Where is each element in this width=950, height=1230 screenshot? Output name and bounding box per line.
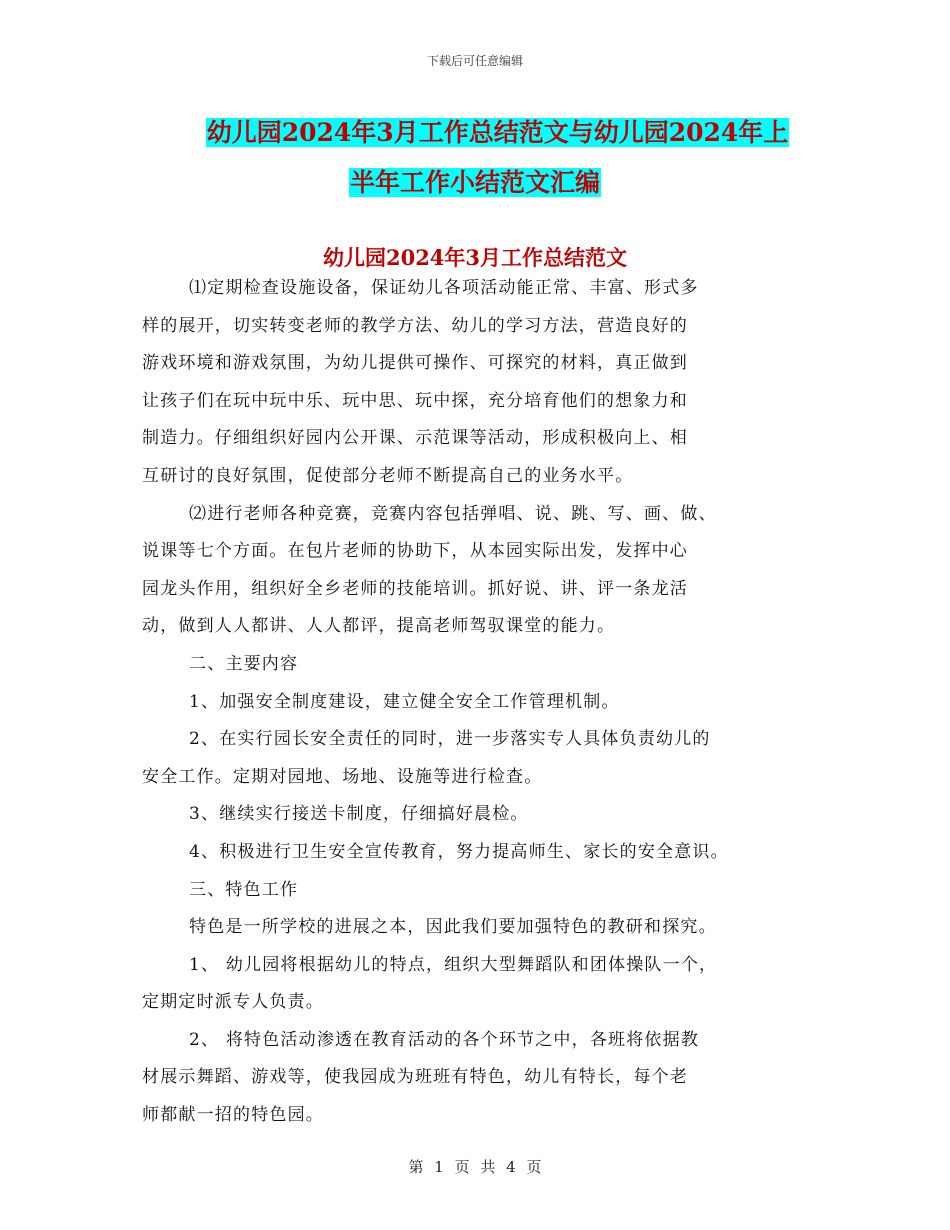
text-line: 定期定时派专人负责。 xyxy=(142,992,324,1013)
text-line: 师都献一招的特色园。 xyxy=(142,1105,324,1126)
text-line: 1、 幼儿园将根据幼儿的特点，组织大型舞蹈队和团体操队一个， xyxy=(189,954,718,975)
text-line: 二、主要内容 xyxy=(189,653,299,674)
text-line: 1、加强安全制度建设，建立健全安全工作管理机制。 xyxy=(189,691,620,712)
text-line: 游戏环境和游戏氛围，为幼儿提供可操作、可探究的材料，真正做到 xyxy=(142,353,688,374)
text-line: 样的展开，切实转变老师的教学方法、幼儿的学习方法，营造良好的 xyxy=(142,315,688,336)
text-line: 安全工作。定期对园地、场地、设施等进行检查。 xyxy=(142,766,543,787)
text-line: 制造力。仔细组织好园内公开课、示范课等活动，形成积极向上、相 xyxy=(142,428,688,449)
page-footer: 第 1 页 共 4 页 xyxy=(408,1158,542,1176)
section-title: 幼儿园2024年3月工作总结范文 xyxy=(322,245,628,270)
text-line: 互研讨的良好氛围，促使部分老师不断提高自己的业务水平。 xyxy=(142,465,634,486)
text-line: ⑵进行老师各种竞赛，竞赛内容包括弹唱、说、跳、写、画、做、 xyxy=(189,503,717,524)
text-line: 2、 将特色活动渗透在教育活动的各个环节之中，各班将依据教 xyxy=(189,1029,700,1050)
text-line: 说课等七个方面。在包片老师的协助下，从本园实际出发，发挥中心 xyxy=(142,541,688,562)
text-line: 2、在实行园长安全责任的同时，进一步落实专人具体负责幼儿的 xyxy=(189,729,711,750)
document-body xyxy=(142,270,817,1135)
text-line: 特色是一所学校的进展之本，因此我们要加强特色的教研和探究。 xyxy=(189,917,717,938)
text-line: 4、积极进行卫生安全宣传教育，努力提高师生、家长的安全意识。 xyxy=(189,841,729,862)
title-line-1: 幼儿园2024年3月工作总结范文与幼儿园2024年上 xyxy=(206,118,789,147)
text-line: 材展示舞蹈、游戏等，使我园成为班班有特色，幼儿有特长，每个老 xyxy=(142,1067,688,1088)
text-line: 让孩子们在玩中玩中乐、玩中思、玩中探，充分培育他们的想象力和 xyxy=(142,390,688,411)
document-title xyxy=(0,108,950,208)
text-line: 动，做到人人都讲、人人都评，提高老师驾驭课堂的能力。 xyxy=(142,616,616,637)
text-line: ⑴定期检查设施设备，保证幼儿各项活动能正常、丰富、形式多 xyxy=(189,278,699,298)
text-line: 三、特色工作 xyxy=(189,879,299,900)
text-line: 3、继续实行接送卡制度，仔细搞好晨检。 xyxy=(189,804,529,825)
page-header: 下载后可任意编辑 xyxy=(426,54,523,68)
text-line: 园龙头作用，组织好全乡老师的技能培训。抓好说、讲、评一条龙活 xyxy=(142,578,688,599)
title-line-2: 半年工作小结范文汇编 xyxy=(349,168,600,197)
